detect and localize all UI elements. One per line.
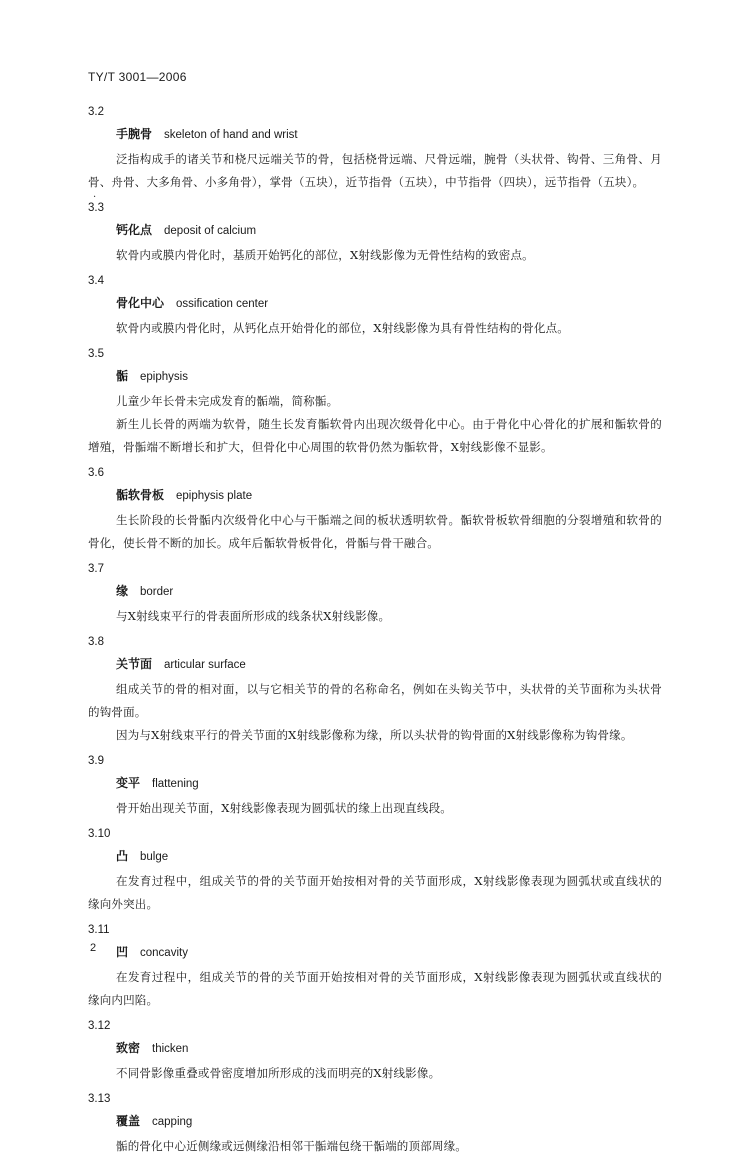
term-chinese: 钙化点 [116,223,153,237]
term-english: border [140,586,174,598]
term-english: concavity [140,947,188,959]
standard-code-header: TY/T 3001—2006 [88,70,187,84]
term-entry [88,273,662,340]
term-heading [88,775,662,792]
clause-number: 3.6 [88,467,104,479]
term-chinese: 变平 [116,776,141,790]
term-chinese: 凸 [116,849,129,863]
term-english: articular surface [164,659,246,671]
term-entry [88,465,662,555]
clause-number: 3.7 [88,563,104,575]
term-heading [88,944,662,961]
term-heading [88,848,662,865]
clause-number: 3.3 [88,202,104,214]
clause-number: 3.9 [88,755,104,767]
term-english: epiphysis plate [176,490,253,502]
term-english: skeleton of hand and wrist [164,129,298,141]
clause-number: 3.4 [88,275,104,287]
definition-paragraph: 软骨内或膜内骨化时，从钙化点开始骨化的部位，X射线影像为具有骨性结构的骨化点。 [116,321,569,335]
terms-section [88,104,662,1164]
term-heading [88,295,662,312]
term-heading [88,583,662,600]
term-entry [88,104,662,194]
term-english: flattening [152,778,199,790]
definition-paragraph: 不同骨影像重叠或骨密度增加所形成的浅而明亮的X射线影像。 [116,1066,441,1080]
term-chinese: 凹 [116,945,129,959]
clause-number: 3.10 [88,828,111,840]
term-chinese: 缘 [116,584,129,598]
term-chinese: 致密 [116,1041,141,1055]
definition-paragraph: 与X射线束平行的骨表面所形成的线条状X射线影像。 [116,609,391,623]
definition-paragraph: 新生儿长骨的两端为软骨，随生长发育骺软骨内出现次级骨化中心。由于骨化中心骨化的扩展和骺软骨的增殖，骨骺端不断增长和扩大，但骨化中心周围的软骨仍然为骺软骨，X射线影像不显影。 [88,417,662,454]
definition-paragraph: 骺的骨化中心近侧缘或远侧缘沿相邻干骺端包绕干骺端的顶部周缘。 [116,1139,467,1153]
definition-paragraph: 组成关节的骨的相对面，以与它相关节的骨的名称命名，例如在头钩关节中，头状骨的关节面称为头状骨的钩骨面。 [88,682,662,719]
clause-number: 3.11 [88,924,110,936]
definition-paragraph: 泛指构成手的诸关节和桡尺远端关节的骨，包括桡骨远端、尺骨远端，腕骨（头状骨、钩骨、三角骨、月骨、舟骨、大多角骨、小多角骨），掌骨（五块），近节指骨（五块），中节指骨（四块），远节指骨（五块）。 [88,152,662,189]
term-english: epiphysis [140,371,188,383]
page-number: 2 [90,942,97,954]
term-chinese: 手腕骨 [116,127,153,141]
term-english: deposit of calcium [164,225,257,237]
definition-paragraph: 骨开始出现关节面，X射线影像表现为圆弧状的缘上出现直线段。 [116,801,452,815]
term-heading [88,1113,662,1130]
stray-mark: · [93,192,97,203]
term-english: capping [152,1116,193,1128]
term-english: bulge [140,851,169,863]
term-entry [88,200,662,267]
term-heading [88,1040,662,1057]
term-chinese: 覆盖 [116,1114,141,1128]
clause-number: 3.2 [88,106,104,118]
definition-paragraph: 在发育过程中，组成关节的骨的关节面开始按相对骨的关节面形成，X射线影像表现为圆弧状或直线状的缘向外突出。 [88,874,662,911]
definition-paragraph: 因为与X射线束平行的骨关节面的X射线影像称为缘，所以头状骨的钩骨面的X射线影像称为钩骨缘。 [116,728,633,742]
term-chinese: 骺 [116,369,129,383]
clause-number: 3.8 [88,636,104,648]
term-heading [88,222,662,239]
term-entry [88,634,662,747]
term-entry [88,826,662,916]
term-heading [88,487,662,504]
clause-number: 3.5 [88,348,104,360]
term-entry [88,922,662,1012]
term-chinese: 骺软骨板 [116,488,165,502]
term-entry [88,1018,662,1085]
definition-paragraph: 生长阶段的长骨骺内次级骨化中心与干骺端之间的板状透明软骨。骺软骨板软骨细胞的分裂增殖和软骨的骨化，使长骨不断的加长。成年后骺软骨板骨化，骨骺与骨干融合。 [88,513,662,550]
term-english: thicken [152,1043,189,1055]
clause-number: 3.12 [88,1020,111,1032]
term-heading [88,126,662,143]
term-entry [88,346,662,459]
term-english: ossification center [176,298,269,310]
term-heading [88,368,662,385]
term-entry [88,561,662,628]
term-entry [88,753,662,820]
term-chinese: 骨化中心 [116,296,165,310]
term-heading [88,656,662,673]
definition-paragraph: 在发育过程中，组成关节的骨的关节面开始按相对骨的关节面形成，X射线影像表现为圆弧状或直线状的缘向内凹陷。 [88,970,662,1007]
term-chinese: 关节面 [116,657,153,671]
definition-paragraph: 软骨内或膜内骨化时，基质开始钙化的部位，X射线影像为无骨性结构的致密点。 [116,248,534,262]
term-entry [88,1091,662,1158]
clause-number: 3.13 [88,1093,111,1105]
definition-paragraph: 儿童少年长骨未完成发育的骺端，简称骺。 [116,394,339,408]
